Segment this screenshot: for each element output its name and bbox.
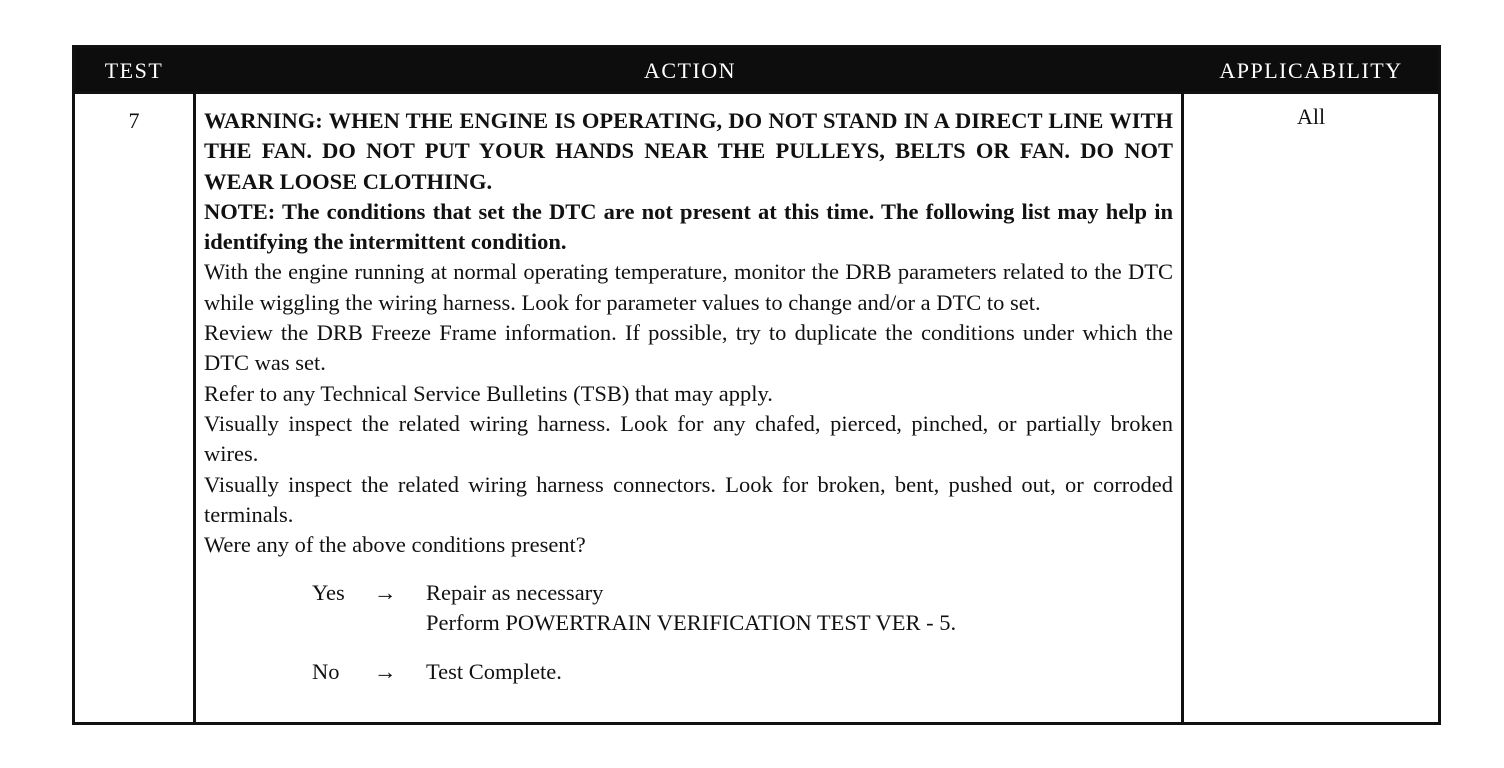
yes-action-1: Repair as necessary bbox=[426, 580, 604, 606]
note-text: NOTE: The conditions that set the DTC are not present at this time. The following list may help in identifying the intermittent condition. bbox=[204, 198, 1173, 255]
outcome-no bbox=[312, 657, 1173, 687]
yes-action-2: Perform POWERTRAIN VERIFICATION TEST VER - 5. bbox=[426, 610, 957, 636]
test-number: 7 bbox=[75, 91, 196, 722]
step-text: Review the DRB Freeze Frame information. If possible, try to duplicate the conditions under which the DTC was set. bbox=[204, 320, 1173, 376]
no-label: No bbox=[312, 659, 340, 685]
procedure-table bbox=[72, 45, 1441, 725]
action-cell bbox=[196, 91, 1184, 722]
arrow-icon: → bbox=[374, 580, 397, 606]
header-action: ACTION bbox=[196, 48, 1184, 91]
step-text: With the engine running at normal operating temperature, monitor the DRB parameters related to the DTC while wiggling the wiring harness. Look for parameter values to change and/or a DTC to set. bbox=[204, 259, 1173, 315]
step-text: Visually inspect the related wiring harness. Look for any chafed, pierced, pinched, or partially broken wires. bbox=[204, 410, 1173, 467]
question-text: Were any of the above conditions present? bbox=[204, 532, 586, 558]
warning-text: WARNING: WHEN THE ENGINE IS OPERATING, DO NOT STAND IN A DIRECT LINE WITH THE FAN. DO NOT PUT YOUR HANDS NEAR THE PULLEYS, BELTS OR FAN. DO NOT WEAR LOOSE CLOTHING. bbox=[204, 108, 1173, 194]
step-text: Refer to any Technical Service Bulletins (TSB) that may apply. bbox=[204, 380, 773, 406]
step-text: Visually inspect the related wiring harness connectors. Look for broken, bent, pushed out, or corroded terminals. bbox=[204, 471, 1173, 527]
outcome-yes bbox=[312, 578, 1173, 638]
yes-label: Yes bbox=[312, 580, 345, 606]
no-action: Test Complete. bbox=[426, 659, 562, 685]
applicability-value: All bbox=[1184, 91, 1438, 722]
header-applicability: APPLICABILITY bbox=[1184, 48, 1438, 91]
header-test: TEST bbox=[75, 48, 196, 91]
arrow-icon: → bbox=[374, 659, 397, 685]
